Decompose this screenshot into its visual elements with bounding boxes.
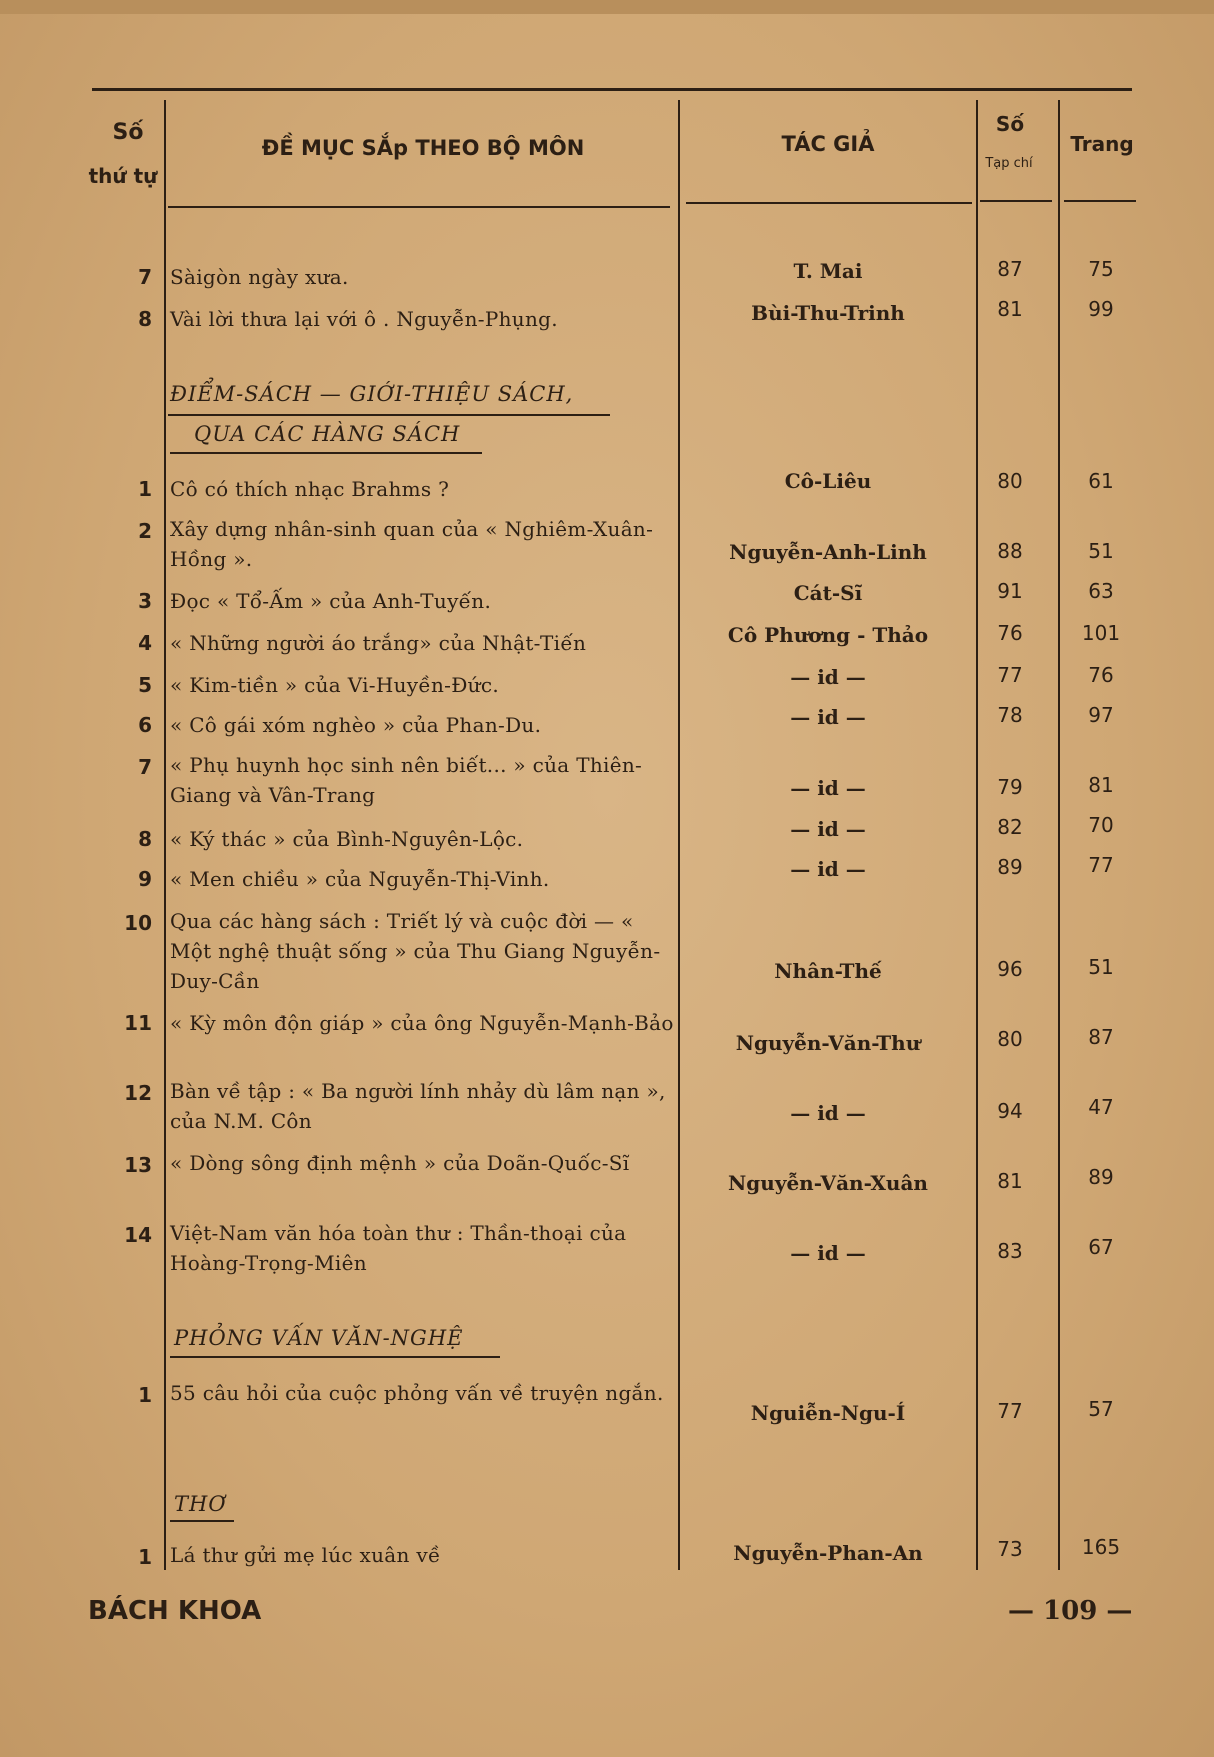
row-page: 81	[1088, 773, 1114, 797]
row-issue: 79	[997, 775, 1023, 799]
row-title: « Kỳ môn độn giáp » của ông Nguyễn-Mạnh-Bảo	[170, 1011, 674, 1035]
row-author: — id —	[790, 1241, 866, 1265]
row-number: 3	[138, 589, 152, 613]
row-author: Cô Phương - Thảo	[727, 623, 929, 647]
row-issue: 78	[997, 703, 1023, 727]
row-author: — id —	[790, 857, 866, 881]
row-number: 1	[138, 1545, 152, 1569]
header-rule-title	[168, 206, 670, 208]
row-title: « Dòng sông định mệnh » của Doãn-Quốc-Sĩ	[170, 1151, 630, 1175]
row-issue: 77	[997, 1399, 1023, 1423]
header-issue-line1: Số	[995, 112, 1025, 136]
row-author: Bùi-Thu-Trinh	[751, 301, 905, 325]
row-title: 55 câu hỏi của cuộc phỏng vấn về truyện ngắn.	[170, 1381, 664, 1405]
row-number: 14	[124, 1223, 152, 1247]
row-author: Nguyễn-Phan-An	[733, 1541, 923, 1565]
row-page: 61	[1088, 469, 1114, 493]
column-divider-3	[976, 100, 978, 1570]
row-number: 12	[124, 1081, 152, 1105]
column-divider-1	[164, 100, 166, 1570]
row-number: 7	[138, 755, 152, 779]
row-page: 51	[1088, 539, 1114, 563]
row-author: — id —	[790, 1101, 866, 1125]
row-author: T. Mai	[793, 259, 863, 283]
row-title: Sàigòn ngày xưa.	[170, 265, 349, 289]
row-title: « Men chiều » của Nguyễn-Thị-Vinh.	[170, 867, 550, 891]
row-number: 8	[138, 827, 152, 851]
row-author: Nguyễn-Văn-Thư	[735, 1031, 921, 1055]
header-issue-line2: Tạp chí	[985, 156, 1033, 171]
row-issue: 89	[997, 855, 1023, 879]
row-number: 8	[138, 307, 152, 331]
row-author: — id —	[790, 705, 866, 729]
row-page: 101	[1081, 621, 1121, 645]
row-number: 7	[138, 265, 152, 289]
row-title: Qua các hàng sách : Triết lý và cuộc đời — « Một nghệ thuật sống » của Thu Giang Nguyễn-Duy-Cần	[170, 909, 661, 993]
row-title: Cô có thích nhạc Brahms ?	[170, 477, 450, 501]
section-underline	[170, 1520, 234, 1522]
section-heading-review: ĐIỂM-SÁCH — GIỚI-THIỆU SÁCH,	[170, 382, 574, 406]
row-page: 97	[1088, 703, 1114, 727]
row-issue: 77	[997, 663, 1023, 687]
row-number: 10	[124, 911, 152, 935]
row-title: Đọc « Tổ-Ấm » của Anh-Tuyến.	[170, 589, 492, 613]
header-author-column: TÁC GIẢ	[781, 132, 875, 156]
section-heading-poetry: THƠ	[174, 1492, 227, 1516]
row-author: — id —	[790, 776, 866, 800]
row-author: Nhân-Thế	[774, 959, 882, 983]
row-issue: 83	[997, 1239, 1023, 1263]
section-underline	[170, 1356, 500, 1358]
row-author: — id —	[790, 665, 866, 689]
row-author: — id —	[790, 817, 866, 841]
row-title: « Cô gái xóm nghèo » của Phan-Du.	[170, 713, 542, 737]
row-page: 87	[1088, 1025, 1114, 1049]
header-number-line2: thứ tự	[88, 164, 158, 188]
row-page: 75	[1088, 257, 1114, 281]
header-page-column: Trang	[1070, 132, 1134, 156]
row-issue: 76	[997, 621, 1023, 645]
row-number: 1	[138, 1383, 152, 1407]
row-number: 9	[138, 867, 152, 891]
row-author: Cô-Liêu	[784, 469, 872, 493]
section-heading-review-sub: QUA CÁC HÀNG SÁCH	[194, 422, 461, 446]
row-issue: 81	[997, 297, 1023, 321]
row-issue: 96	[997, 957, 1023, 981]
row-issue: 80	[997, 469, 1023, 493]
section-heading-interview: PHỎNG VẤN VĂN-NGHỆ	[174, 1326, 464, 1350]
row-page: 77	[1088, 853, 1114, 877]
column-divider-4	[1058, 100, 1060, 1570]
page-number: — 109 —	[1008, 1596, 1133, 1626]
row-title: Xây dựng nhân-sinh quan của « Nghiêm-Xuân-Hồng ».	[170, 517, 654, 571]
row-author: Cát-Sĩ	[793, 581, 863, 605]
row-page: 57	[1088, 1397, 1114, 1421]
row-number: 2	[138, 519, 152, 543]
row-number: 5	[138, 673, 152, 697]
row-page: 70	[1088, 813, 1114, 837]
row-page: 99	[1088, 297, 1114, 321]
row-number: 4	[138, 631, 152, 655]
row-page: 63	[1088, 579, 1114, 603]
row-page: 47	[1088, 1095, 1114, 1119]
row-author: Nguiễn-Ngu-Í	[750, 1401, 906, 1425]
row-title: Bàn về tập : « Ba người lính nhảy dù lâm nạn », của N.M. Côn	[170, 1079, 666, 1133]
row-page: 51	[1088, 955, 1114, 979]
row-title: Lá thư gửi mẹ lúc xuân về	[170, 1543, 441, 1567]
section-underline	[168, 414, 610, 416]
header-rule-page	[1064, 200, 1136, 202]
row-author: Nguyễn-Văn-Xuân	[728, 1171, 928, 1195]
row-page: 165	[1081, 1535, 1121, 1559]
row-page: 67	[1088, 1235, 1114, 1259]
top-rule	[92, 88, 1132, 91]
row-title: « Ký thác » của Bình-Nguyên-Lộc.	[170, 827, 524, 851]
row-title: « Những người áo trắng» của Nhật-Tiến	[170, 631, 587, 655]
row-title: Việt-Nam văn hóa toàn thư : Thần-thoại của Hoàng-Trọng-Miên	[170, 1221, 627, 1275]
row-issue: 91	[997, 579, 1023, 603]
row-issue: 81	[997, 1169, 1023, 1193]
row-number: 1	[138, 477, 152, 501]
header-rule-issue	[980, 200, 1052, 202]
header-rule-author	[686, 202, 972, 204]
row-author: Nguyễn-Anh-Linh	[729, 540, 927, 564]
row-title: Vài lời thưa lại với ô . Nguyễn-Phụng.	[170, 307, 558, 331]
header-title-column: ĐỀ MỤC SẮp THEO BỘ MÔN	[261, 136, 585, 160]
row-issue: 73	[997, 1537, 1023, 1561]
row-number: 13	[124, 1153, 152, 1177]
row-issue: 88	[997, 539, 1023, 563]
row-title: « Kim-tiền » của Vi-Huyền-Đức.	[170, 673, 499, 697]
row-title: « Phụ huynh học sinh nên biết... » của Thiên-Giang và Vân-Trang	[170, 753, 643, 807]
magazine-name: BÁCH KHOA	[88, 1596, 262, 1626]
row-page: 89	[1088, 1165, 1114, 1189]
row-issue: 82	[997, 815, 1023, 839]
section-underline	[170, 452, 482, 454]
row-issue: 87	[997, 257, 1023, 281]
row-number: 11	[124, 1011, 152, 1035]
row-issue: 80	[997, 1027, 1023, 1051]
row-issue: 94	[997, 1099, 1023, 1123]
header-number-line1: Số	[112, 120, 144, 145]
row-number: 6	[138, 713, 152, 737]
row-page: 76	[1088, 663, 1114, 687]
